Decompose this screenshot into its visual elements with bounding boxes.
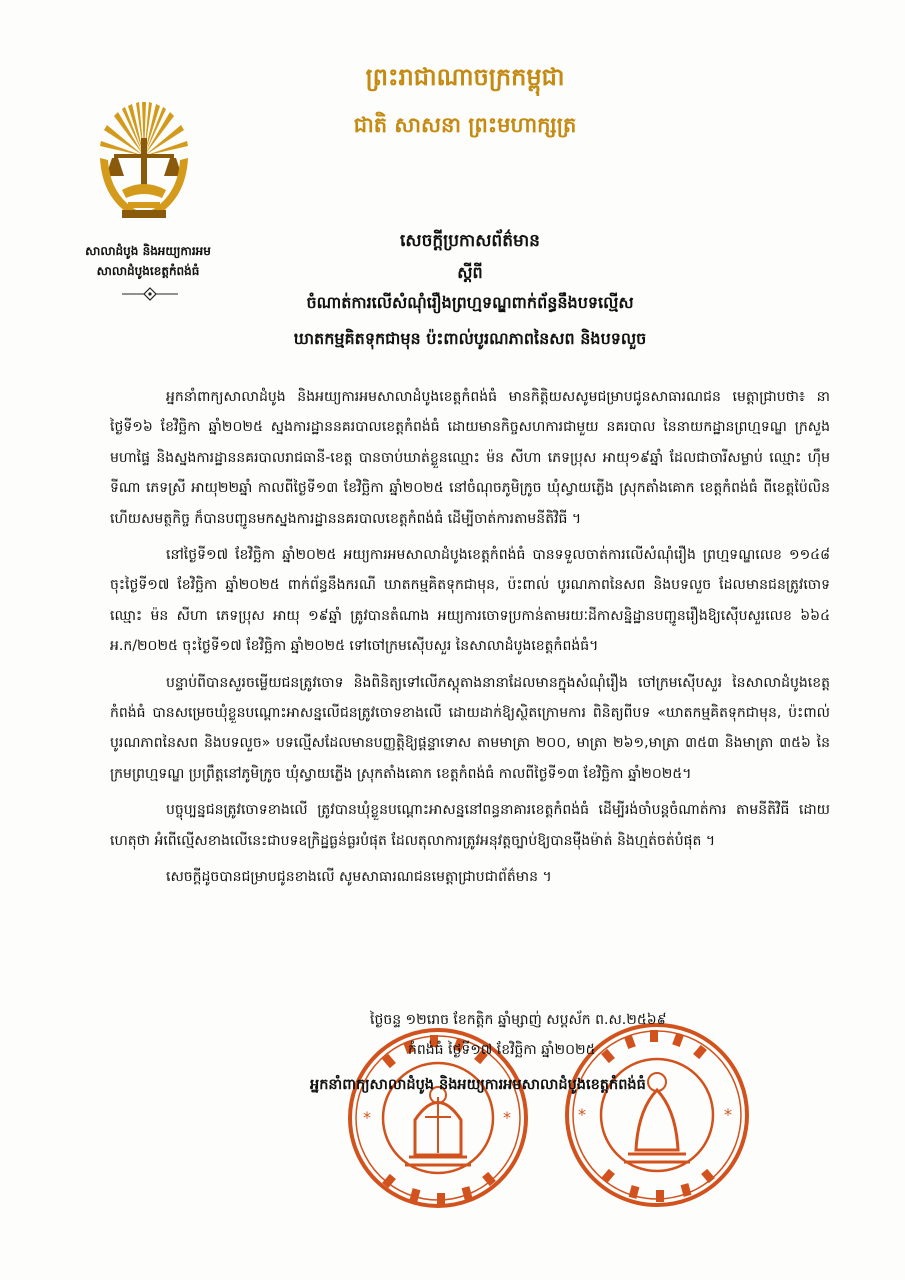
svg-text:*: * bbox=[578, 1105, 586, 1124]
body-paragraph-5: សេចក្តីដូចបានជម្រាបជូនខាងលើ សូមសាធារណជនមេត្តាជ្រាបជាព័ត៌មាន ។ bbox=[166, 869, 552, 886]
body-paragraph-2: នៅថ្ងៃទី១៧ ខែវិច្ឆិកា ឆ្នាំ២០២៥ អយ្យការអមសាលាដំបូងខេត្តកំពង់ធំ បានទទួលចាត់ការលើសំណុំរឿង ព្រហ្មទណ្ឌលេខ ១១៤៨ ចុះថ្ងៃទី១៧ ខែវិច្ឆិកា ឆ្នាំ២០២៥ ពាក់ព័ន្ធនឹងករណី ឃាតកម្មគិតទុកជាមុន, ប៉ះពាល់ បូរណភាពនៃសព និងបទលួច ដែលមានជនត្រូវចោទឈ្មោះ ម៉ន សីហា ភេទប្រុស អាយុ ១៩ឆ្នាំ ត្រូវបានតំណាង អយ្យការចោទប្រកាន់តាមរយៈដីកាសន្និដ្ឋានបញ្ជូនរឿងឱ្យស៊ើបសួរលេខ ៦៦៤ អ.ក/២០២៥ ចុះថ្ងៃទី១៧ ខែវិច្ឆិកា ឆ្នាំ២០២៥ ទៅចៅក្រមស៊ើបសួរ នៃសាលាដំបូងខេត្តកំពង់ធំ។ bbox=[110, 547, 830, 655]
svg-text:*: * bbox=[724, 1105, 732, 1124]
institution-name-line1: សាលាដំបូង និងអយ្យការអម bbox=[85, 244, 211, 258]
court-scales-emblem-icon bbox=[92, 98, 196, 228]
signatory-title: អ្នកនាំពាក្យសាលាដំបូង និងអយ្យការអមសាលាដំបូងខេត្តកំពង់ធំ bbox=[310, 1077, 646, 1093]
body-paragraph-1: អ្នកនាំពាក្យសាលាដំបូង និងអយ្យការអមសាលាដំបូងខេត្តកំពង់ធំ មានកិត្តិយសសូមជម្រាបជូនសាធារណជន មេត្តាជ្រាបថា៖ នាថ្ងៃទី១៦ ខែវិច្ឆិកា ឆ្នាំ២០២៥ ស្នងការដ្ឋាននគរបាលខេត្តកំពង់ធំ ដោយមានកិច្ចសហការជាមួយ នគរបាល នៃនាយកដ្ឋានព្រហ្មទណ្ឌ ក្រសួងមហាផ្ទៃ និងស្នងការដ្ឋាននគរបាលរាជធានី-ខេត្ត បានចាប់ឃាត់ខ្លួនឈ្មោះ ម៉ន សីហា ភេទប្រុស អាយុ១៩ឆ្នាំ ដែលជាចារីសម្លាប់ ឈ្មោះ ហ៊ឹម ទីណា ភេទស្រី អាយុ២២ឆ្នាំ កាលពីថ្ងៃទី១៣ ខែវិច្ឆិកា ឆ្នាំ២០២៥ នៅចំណុចភូមិក្រូច ឃុំស្វាយភ្លើង ស្រុកតាំងគោក ខេត្តកំពង់ធំ ពីខេត្តប៉ៃលិន ហើយសមត្ថកិច្ច ក៏បានបញ្ជូនមកស្នងការដ្ឋាននគរបាលខេត្តកំពង់ធំ ដើម្បីចាត់ការតាមនីតិវិធី ។ bbox=[110, 389, 830, 527]
title-subject-line2: ឃាតកម្មគិតទុកជាមុន ប៉ះពាល់បូរណភាពនៃសព និងបទលួច bbox=[293, 329, 647, 348]
institution-name-line2: សាលាដំបូងខេត្តកំពង់ធំ bbox=[96, 264, 200, 278]
svg-text:*: * bbox=[363, 1108, 371, 1127]
lunar-date: ថ្ងៃចន្ទ ១២រោច ខែកត្តិក ឆ្នាំម្សាញ់ សប្តស័ក ព.ស.២៥៦៩ bbox=[370, 1012, 667, 1028]
body-paragraph-4: បច្ចុប្បន្នជនត្រូវចោទខាងលើ ត្រូវបានឃុំខ្លួនបណ្តោះអាសន្ននៅពន្ធនាគារខេត្តកំពង់ធំ ដើម្បីរង់ចាំបន្តចំណាត់ការ តាមនីតិវិធី ដោយហេតុថា អំពើល្មើសខាងលើនេះជាបទឧក្រិដ្ឋធ្ងន់ធ្ងរបំផុត ដែលតុលាការត្រូវអនុវត្តច្បាប់ឱ្យបានម៉ឺងម៉ាត់ និងហ្មត់ចត់បំផុត ។ bbox=[110, 802, 830, 849]
national-motto-kingdom: ព្រះរាជាណាចក្រកម្ពុជា bbox=[365, 62, 565, 91]
national-motto-slogan: ជាតិ សាសនា ព្រះមហាក្សត្រ bbox=[353, 112, 577, 137]
document-title: សេចក្តីប្រកាសព័ត៌មាន bbox=[400, 231, 540, 251]
title-regarding: ស្តីពី bbox=[457, 263, 483, 282]
svg-text:*: * bbox=[503, 1108, 511, 1127]
place-and-date: កំពង់ធំ ថ្ងៃទី១៧ ខែវិច្ឆិកា ឆ្នាំ២០២៥ bbox=[408, 1042, 596, 1058]
document-body bbox=[110, 382, 830, 899]
title-subject-line1: ចំណាត់ការលើសំណុំរឿងព្រហ្មទណ្ឌពាក់ព័ន្ធនឹងបទល្មើស bbox=[306, 293, 634, 312]
body-paragraph-3: បន្ទាប់ពីបានសួរចម្លើយជនត្រូវចោទ និងពិនិត្យទៅលើភស្តុតាងនានាដែលមានក្នុងសំណុំរឿង ចៅក្រមស៊ើបសួរ នៃសាលាដំបូងខេត្តកំពង់ធំ បានសម្រេចឃុំខ្លួនបណ្តោះអាសន្នលើជនត្រូវចោទខាងលើ ដោយដាក់ឱ្យស្ថិតក្រោមការ ពិនិត្យពីបទ «ឃាតកម្មគិតទុកជាមុន, ប៉ះពាល់បូរណភាពនៃសព និងបទលួច» បទល្មើសដែលមានបញ្ញត្តិឱ្យផ្តន្ទាទោស តាមមាត្រា ២០០, មាត្រា ២៦១,មាត្រា ៣៥៣ និងមាត្រា ៣៥៦ នៃក្រមព្រហ្មទណ្ឌ ប្រព្រឹត្តនៅភូមិក្រូច ឃុំស្វាយភ្លើង ស្រុកតាំងគោក ខេត្តកំពង់ធំ កាលពីថ្ងៃទី១៣ ខែវិច្ឆិកា ឆ្នាំ២០២៥។ bbox=[110, 674, 830, 782]
